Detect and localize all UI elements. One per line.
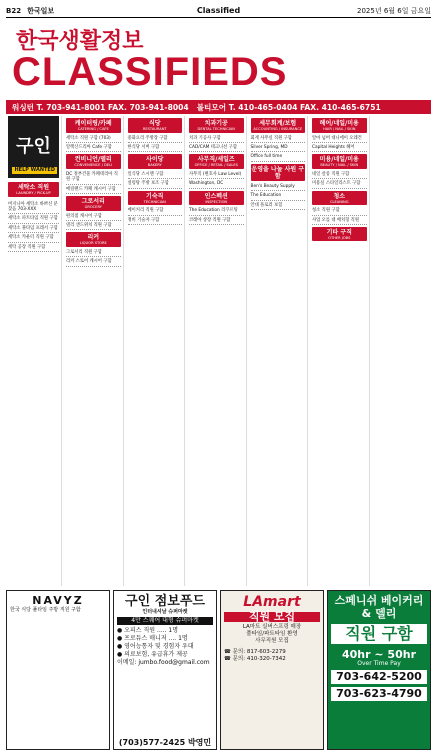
category-header [128, 154, 183, 169]
category-header [189, 118, 244, 133]
category-header [66, 196, 121, 211]
classified-ad[interactable]: Washington, DC [189, 180, 244, 188]
ad-lamart-line: 풀타임/파트타임 환영 [246, 631, 298, 637]
category-header-en: HAIR / NAIL / SKIN [323, 127, 356, 131]
classified-ad[interactable]: 알마 넘버 대니에이 오레건 [312, 135, 367, 143]
classified-ad[interactable]: CAD/CAM 테크니션 구함 [189, 144, 244, 152]
issue-date: 2025년 6월 6일 금요일 [357, 6, 431, 15]
ad-navyz-title: NAVYZ [32, 594, 84, 607]
category-header-ko: 운영을 나눌 사원 구함 [251, 165, 305, 180]
classified-ad[interactable]: 버지니아 세탁소 바쁘신 분 찾음 703-XXX [8, 201, 59, 215]
category-header-ko: 기타 구직 [326, 228, 352, 236]
classified-column [187, 116, 247, 586]
classified-ad[interactable]: 세탁소 파트타임 직원 구함 [8, 215, 59, 223]
ad-navyz[interactable] [6, 590, 110, 750]
category-header-ko: 케이터링/카페 [74, 120, 112, 127]
category-header-ko: 그로서리 [81, 198, 105, 206]
category-header-ko: 헤어/네일/미용 [319, 120, 359, 127]
classified-ad[interactable]: 중화요리 주방장 구함 [128, 135, 183, 143]
contact-md: 볼티모어 T. 410-465-0404 FAX. 410-465-6751 [196, 102, 381, 112]
page-number: B22 [6, 6, 22, 15]
publisher-logo: 한국일보 [27, 6, 55, 15]
left-rail [6, 116, 62, 586]
category-header-ko: 사무직/세일즈 [197, 156, 235, 164]
category-header-en: TECHNICIAN [143, 199, 166, 204]
ad-jumbo-sub: 인터내셔날 슈퍼마켓 [142, 609, 188, 615]
classified-column [64, 116, 124, 586]
category-header-en: OTHER JOBS [328, 235, 351, 240]
category-header [312, 191, 367, 206]
classified-ad[interactable]: 설렁탕 주방 보조 구함 [128, 180, 183, 188]
classified-column [372, 116, 432, 586]
category-header [312, 227, 367, 242]
classified-ad[interactable]: 정비 기술자 구함 [128, 217, 183, 225]
category-header-en: CLEANING [330, 199, 349, 204]
classified-ad[interactable]: 코레아 상장 직원 구함 [189, 217, 244, 225]
category-header-en: BAKERY [147, 163, 162, 168]
classified-ad[interactable]: 세탁소 풀타임 프레서 구함 [8, 225, 59, 233]
classified-ad[interactable]: Silver Spring, MD [251, 144, 306, 152]
classified-ad[interactable]: 리커 스토어 캐시어 구함 [66, 258, 121, 266]
ad-lamart[interactable] [220, 590, 324, 750]
category-header [66, 154, 121, 169]
category-header-ko: 기숙직 [146, 192, 164, 200]
ad-navyz-text: 한국 식당 풀타임 주방 직원 구함 [10, 607, 81, 613]
help-wanted-en: HELP WANTED [14, 166, 55, 173]
category-header-en: DENTAL TECHNICIAN [197, 127, 235, 131]
category-header-ko: 세무회계/보험 [259, 120, 297, 127]
classified-ad[interactable]: 알렉산드리아 Cafe 구함 [66, 144, 121, 152]
classified-ad[interactable]: 그로서리 직원 구함 [66, 249, 121, 257]
ad-jumbo-line: ● 영어능통자 및 경험자 우대 [117, 643, 194, 650]
ad-lamart-phone: ☎ 문의: 817-603-2279 [224, 649, 286, 655]
classified-ad[interactable]: Office full time [251, 153, 306, 161]
ad-jumbo-label: 구인 [125, 594, 151, 609]
classified-ad[interactable]: 일식당 스시맨 구함 [128, 171, 183, 179]
ad-jumbo-phone: (703)577-2425 박영민 [118, 738, 212, 747]
ad-lamart-phone: ☎ 문의: 410-320-7342 [224, 656, 286, 662]
category-header [128, 191, 183, 206]
classified-ad[interactable]: 사업 오를 대 배치형 직원 [312, 217, 367, 225]
classified-ad[interactable]: 편의점 캐시어 구함 [66, 213, 121, 221]
contact-dc: 워싱턴 T. 703-941-8001 FAX. 703-941-8004 [12, 102, 189, 112]
category-header-ko: 리커 [87, 234, 100, 242]
category-header [251, 118, 306, 133]
ad-jumbo-line: ● 오피스 직원 ..... 1명 [117, 627, 178, 634]
classified-ad[interactable]: 세탁소 직원 구함 (703) [66, 135, 121, 143]
ad-list [8, 201, 59, 253]
ad-spanish-hours: 40hr ~ 50hr [341, 648, 416, 661]
ad-spanish-title: 스페니쉬 베이커리 & 델리 [334, 594, 424, 620]
category-header-en: CONVENIENCE / DELI [74, 163, 113, 168]
category-header-ko: 사이당 [146, 156, 164, 164]
category-header [312, 154, 367, 169]
category-header-ko: 인스펙션 [204, 192, 228, 200]
ad-spanish-headline: 직원 구함 [331, 624, 427, 644]
category-header-en: BEAUTY / NAIL / SKIN [320, 163, 359, 168]
classified-ad[interactable]: 세탁소 카운터 직원 구함 [8, 234, 59, 242]
classified-grid [6, 116, 431, 586]
classified-ad[interactable]: Ben's Beauty Supply [251, 183, 306, 191]
category-header [66, 232, 121, 247]
ad-spanish-bakery[interactable] [327, 590, 431, 750]
ad-jumbo-title: 점보푸드 [154, 594, 205, 609]
category-header [66, 118, 121, 133]
ad-lamart-line: LA마트 실버스프링 매장 [242, 624, 302, 630]
category-header: 세탁소 직원 LAUNDRY / PICK-UP [8, 182, 59, 197]
classified-ad[interactable]: The Education [251, 192, 306, 200]
classified-ad[interactable]: 사무직 (변호사 Law Level) [189, 171, 244, 179]
ad-lamart-line: 사무직원 모집 [255, 638, 289, 644]
classified-ad[interactable]: 메릴랜드 카페 캐시어 구함 [66, 186, 121, 194]
classified-ad[interactable]: 회계 사무실 직원 구함 [251, 135, 306, 143]
classified-ad[interactable]: 청소 직원 구함 [312, 207, 367, 215]
category-header-en: GROCERY [84, 205, 102, 210]
classified-ad[interactable]: 네일 살롱 직원 구함 [312, 171, 367, 179]
category-header [189, 154, 244, 169]
category-header-ko: 미용/네일/미용 [319, 156, 359, 164]
section-title: Classified [196, 6, 241, 15]
category-header-ko: 컨비니언/델리 [74, 156, 112, 164]
classified-column [249, 116, 309, 586]
display-ads [6, 590, 431, 750]
category-header [189, 191, 244, 206]
contact-bar [6, 100, 431, 114]
classified-ad[interactable]: 치과 기공사 구함 [189, 135, 244, 143]
category-header [251, 164, 306, 181]
masthead-english: CLASSIFIEDS [12, 50, 288, 94]
ad-jumbo-line: ● 의료보험, 유급휴가 제공 [117, 651, 188, 658]
ad-spanish-phone: 703-642-5200 [331, 670, 427, 684]
ad-jumbo-email: 이메일: jumbo.food@gmail.com [117, 659, 210, 666]
classified-ad[interactable]: DC 정부건물 카페테리아 직원 구함 [66, 171, 121, 185]
category-header-en: RESTAURANT [142, 127, 167, 131]
category-header-en: CATERING / CAFE [77, 127, 109, 131]
category-header-ko: 식당 [148, 120, 161, 127]
classified-column [126, 116, 186, 586]
category-header [312, 118, 367, 133]
category-header-en: LIQUOR STORE [79, 241, 107, 246]
ad-spanish-phone: 703-623-4790 [331, 687, 427, 701]
classified-ad[interactable]: 델리 샌드위치 직원 구함 [66, 222, 121, 230]
ad-jumbo-bar: 4만 스퀘어 대형 슈퍼마켓 [117, 617, 213, 625]
category-header-ko: 청소 [333, 192, 346, 200]
category-header [128, 118, 183, 133]
ad-lamart-title: 직원 모집 [224, 612, 320, 622]
category-header-en: OFFICE / RETAIL / SALES [194, 163, 238, 168]
page-header [6, 4, 431, 18]
category-header-en: INSPECTION [205, 199, 228, 204]
help-wanted-box [8, 116, 59, 178]
classified-ad[interactable]: 세탁 공장 직원 구함 [8, 244, 59, 252]
help-wanted-ko: 구인 [16, 136, 51, 158]
classified-column [310, 116, 370, 586]
classified-ad[interactable]: 미용실 스타일리스트 구함 [312, 180, 367, 188]
ad-spanish-note: Over Time Pay [357, 660, 401, 667]
classified-ad[interactable]: Capital Heights 헤어 [312, 144, 367, 152]
masthead [6, 20, 431, 100]
ad-jumbo-line: ● 프로듀스 매니저 .... 1명 [117, 635, 188, 642]
ad-jumbo-food[interactable] [113, 590, 217, 750]
category-header-ko: 치과기공 [204, 120, 228, 127]
classified-ad[interactable]: 한식당 서버 구함 [128, 144, 183, 152]
category-header-en: ACCOUNTING / INSURANCE [253, 127, 303, 131]
ad-lamart-logo: LAmart [243, 594, 301, 610]
classified-ad[interactable]: 안대 플로러 보험 [251, 202, 306, 210]
classified-ad[interactable]: 베이커리 직원 구함 [128, 207, 183, 215]
classified-ad[interactable]: The Education 리쿠르팅 [189, 207, 244, 215]
masthead-korean: 한국생활정보 [16, 29, 144, 54]
